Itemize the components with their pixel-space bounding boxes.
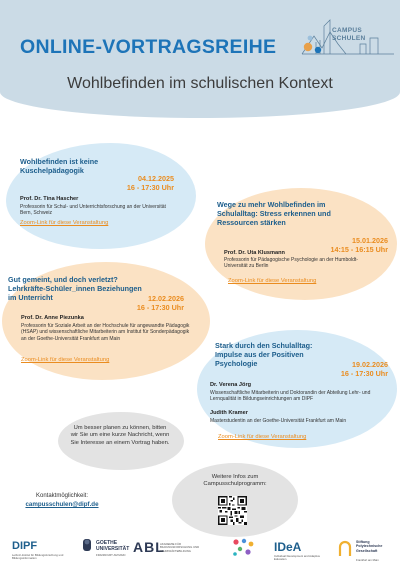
- event-4-speaker-2-affiliation: Masterstudentin an der Goethe-Universität Frankfurt am Main: [210, 418, 347, 424]
- info-note-text: Weitere Infos zum Campusschulprogramm:: [203, 474, 267, 488]
- idea-logo: IDeA: [274, 540, 302, 554]
- event-2-date: 15.01.2026: [352, 236, 388, 245]
- event-3-speaker-name: Prof. Dr. Anne Piezunka: [21, 315, 84, 321]
- contact-label: Kontaktmöglichkeit:: [35, 493, 89, 499]
- event-1-zoom-link[interactable]: Zoom-Link für diese Veranstaltung: [20, 220, 109, 226]
- series-subtitle: Wohlbefinden im schulischen Kontext: [67, 75, 333, 92]
- event-3-date: 12.02.2026: [148, 294, 184, 303]
- logo-text-line1: CAMPUS: [332, 27, 362, 34]
- event-2-zoom-link[interactable]: Zoom-Link für diese Veranstaltung: [228, 278, 317, 284]
- abl-logo: ABL: [133, 539, 165, 555]
- goethe-logo: GOETHE UNIVERSITÄT: [96, 540, 130, 552]
- dipf-logo-sub: Leibniz-Institut für Bildungsforschung und Bildungsinformation: [12, 553, 64, 561]
- event-3-time: 16 - 17:30 Uhr: [136, 303, 184, 312]
- event-3-zoom-link[interactable]: Zoom-Link für diese Veranstaltung: [21, 357, 110, 363]
- event-1-speaker-affiliation: Professorin für Schul- und Unterrichtsforschung an der Universität Bern, Schweiz: [20, 204, 166, 217]
- qr-code[interactable]: [218, 496, 247, 525]
- event-2-title: Wege zu mehr Wohlbefinden im Schulalltag: Stress erkennen und Ressourcen stärken: [217, 200, 331, 227]
- dipf-logo: DIPF: [12, 540, 38, 552]
- logo-text: [332, 27, 366, 43]
- event-2-speaker-name: Prof. Dr. Uta Klusmann: [224, 250, 285, 256]
- event-2-speaker-affiliation: Professorin für Pädagogische Psychologie an der Humboldt-Universität zu Berlin: [224, 257, 358, 270]
- event-4-time: 16 - 17:30 Uhr: [340, 369, 388, 378]
- goethe-university-icon: [80, 537, 94, 555]
- goethe-logo-sub: FRANKFURT AM MAIN: [96, 553, 126, 557]
- event-4-speaker-1-name: Dr. Verena Jörg: [210, 382, 252, 388]
- abl-logo-sub: AKADEMIE FÜR BILDUNGSFORSCHUNG UND LEHRKRÄFTEBILDUNG: [160, 542, 200, 553]
- event-3-title: Gut gemeint, und doch verletzt? Lehrkräfte-Schüler_innen Beziehungen im Unterricht: [8, 275, 142, 302]
- series-title: ONLINE-VORTRAGSREIHE: [20, 36, 277, 58]
- stiftung-logo: Stiftung Polytechnische Gesellschaft: [356, 540, 383, 553]
- event-3-speaker-affiliation: Professorin für Soziale Arbeit an der Hochschule für angewandte Pädagogik (HSAP) und wissenschaftliche Mitarbeiterin am Institut für Sonderpädagogik an der Goethe-Universität Frankfurt am Main: [21, 323, 190, 342]
- plan-note-text: Um besser planen zu können, bitten wir Sie um eine kurze Nachricht, wenn Sie Interesse an einem Vortrag haben.: [70, 425, 170, 446]
- event-1-time: 16 - 17:30 Uhr: [126, 183, 174, 192]
- event-4-speaker-1-affiliation: Wissenschaftliche Mitarbeiterin und Doktorandin der Abteilung Lehr- und Lernqualität in Bildungseinrichtungen am DIPF: [210, 390, 371, 403]
- event-2-time: 14:15 - 16:15 Uhr: [330, 245, 388, 254]
- event-4-title: Stark durch den Schulalltag: Impulse aus der Positiven Psychologie: [215, 341, 313, 368]
- event-1-title: Wohlbefinden ist keine Kuschelpädagogik: [20, 157, 99, 175]
- event-1-speaker-name: Prof. Dr. Tina Hascher: [20, 196, 79, 202]
- contact-email-link[interactable]: campusschulen@dipf.de: [25, 501, 99, 508]
- event-4-zoom-link[interactable]: Zoom-Link für diese Veranstaltung: [218, 434, 307, 440]
- event-4-date: 19.02.2026: [352, 360, 388, 369]
- event-4-speaker-2-name: Judith Kramer: [210, 410, 248, 416]
- logo-text-line2: SCHULEN: [332, 35, 366, 42]
- campus-dots-icon: [231, 538, 257, 558]
- event-1-date: 04.12.2025: [138, 174, 174, 183]
- stiftung-logo-sub: Frankfurt am Main: [356, 558, 379, 562]
- stiftung-arch-icon: [338, 540, 352, 556]
- idea-logo-sub: Individual Development and Adaptive Education: [274, 554, 321, 562]
